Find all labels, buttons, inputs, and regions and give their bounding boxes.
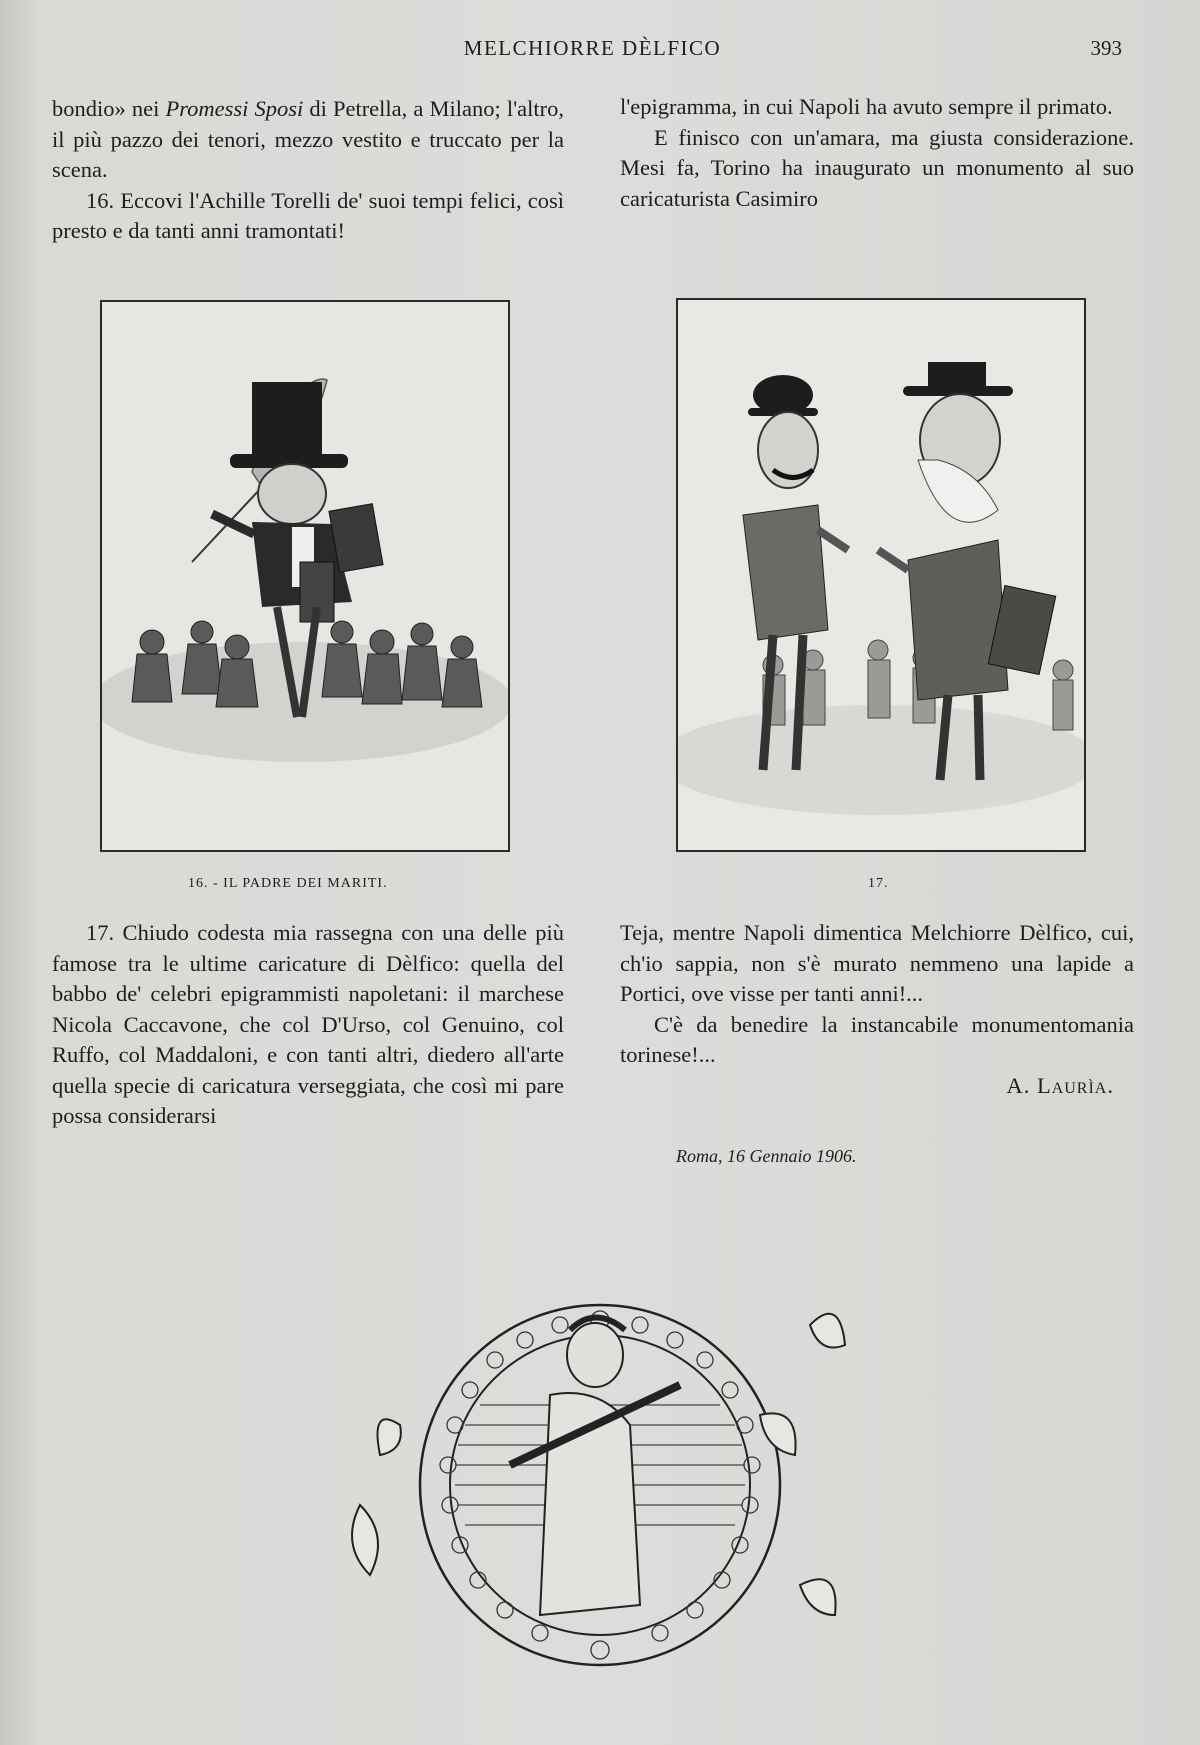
ornament-drawing xyxy=(340,1285,860,1685)
caricature-drawing-17 xyxy=(678,300,1084,850)
paragraph: Teja, mentre Napoli dimentica Melchiorre Dèlfico, cui, ch'io sappia, non s'è murato nemmeno una lapide a Portici, ove visse per tanti anni!... xyxy=(620,920,1134,1006)
paragraph xyxy=(52,94,564,186)
text-run: di Petrella, a Milano; l'altro, il più pazzo dei tenori, mezzo vestito e truccato per la scena. xyxy=(52,96,564,182)
text-column-left-top xyxy=(52,94,564,247)
author-signature: A. Laurìa. xyxy=(1006,1072,1114,1098)
paragraph-16: 16. Eccovi l'Achille Torelli de' suoi tempi felici, così presto e da tanti anni tramontati! xyxy=(52,187,564,243)
caricature-image-16 xyxy=(100,300,510,852)
text-column-left-bottom xyxy=(52,918,564,1132)
paragraph: l'epigramma, in cui Napoli ha avuto sempre il primato. xyxy=(620,94,1113,119)
running-head xyxy=(0,36,1200,66)
paragraph: E finisco con un'amara, ma giusta considerazione. Mesi fa, Torino ha inaugurato un monumento al suo caricaturista Casimiro xyxy=(620,124,1134,211)
italic-title: Promessi Sposi xyxy=(165,96,304,121)
page-number: 393 xyxy=(1090,36,1122,60)
flute-player-ornament xyxy=(340,1285,860,1685)
caricature-drawing-16 xyxy=(102,302,508,850)
text-run: bondio» nei xyxy=(52,96,166,121)
paragraph: C'è da benedire la instancabile monumentomania torinese!... xyxy=(620,1011,1134,1067)
running-title: MELCHIORRE DÈLFICO xyxy=(463,36,722,60)
text-column-right-bottom xyxy=(620,918,1134,1101)
dateline: Roma, 16 Gennaio 1906. xyxy=(676,1146,857,1166)
figure-caption-17: 17. xyxy=(868,876,889,891)
figure-caption-16: 16. - IL PADRE DEI MARITI. xyxy=(188,876,388,891)
text-column-right-top xyxy=(620,92,1134,214)
caricature-image-17 xyxy=(676,298,1086,852)
paragraph-17: 17. Chiudo codesta mia rassegna con una delle più famose tra le ultime caricature di Dèlfico: quella del babbo de' celebri epigrammisti napoletani: il marchese Nicola Caccavone, che col D'Urso, col Genuino, col Ruffo, col Maddaloni, e con tanti altri, diedero all'arte quella specie di caricatura verseggiata, che così mi pare possa considerarsi xyxy=(52,920,564,1128)
